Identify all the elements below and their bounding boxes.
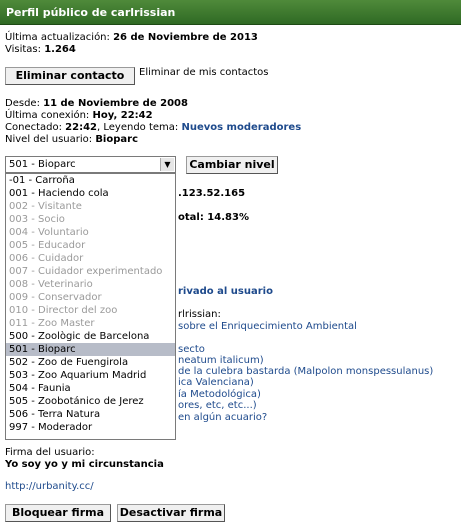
level-option[interactable]: 502 - Zoo de Fuengirola (9, 357, 129, 368)
topic-link-4[interactable]: de la culebra bastarda (Malpolon monspessulanus) (178, 366, 434, 377)
block-signature-button[interactable]: Bloquear firma (5, 504, 111, 522)
reading-label: , Leyendo tema: (97, 122, 182, 133)
reading-topic-link[interactable]: Nuevos moderadores (181, 122, 302, 133)
topic-link-1[interactable]: sobre el Enriquecimiento Ambiental (178, 321, 357, 332)
visits-label: Visitas: (5, 44, 45, 55)
level-option: 008 - Veterinario (9, 279, 93, 290)
level-option[interactable]: 001 - Haciendo cola (9, 188, 109, 199)
last-conn-value: Hoy, 22:42 (92, 110, 153, 121)
topic-link-6[interactable]: ía Metodológica) (178, 389, 261, 400)
topic-link-8[interactable]: en algún acuario? (178, 412, 268, 423)
connected-label: Conectado: (5, 122, 66, 133)
level-option: 009 - Conservador (9, 292, 102, 303)
private-message-link[interactable]: rivado al usuario (178, 286, 273, 297)
ip-address-fragment: .123.52.165 (178, 188, 246, 199)
level-option[interactable]: -01 - Carroña (9, 175, 75, 186)
last-conn-label: Última conexión: (5, 110, 93, 121)
topic-link-7[interactable]: ores, etc, etc...) (178, 400, 257, 411)
last-update-value: 26 de Noviembre de 2013 (113, 32, 258, 43)
visits (5, 44, 76, 56)
change-level-button[interactable]: Cambiar nivel (186, 156, 278, 174)
level-option[interactable]: 503 - Zoo Aquarium Madrid (9, 370, 147, 381)
level-label: Nivel del usuario: (5, 134, 96, 145)
member-since (5, 98, 188, 110)
level-option[interactable]: 506 - Terra Natura (9, 409, 101, 420)
topic-link-5[interactable]: ica Valenciana) (178, 377, 254, 388)
level-value: Bioparc (95, 134, 138, 145)
chevron-down-icon[interactable]: ▼ (160, 158, 174, 171)
last-connection (5, 110, 153, 122)
last-update (5, 32, 258, 44)
signature-text: Yo soy yo y mi circunstancia (5, 459, 164, 470)
level-option[interactable]: 505 - Zoobotánico de Jerez (9, 396, 144, 407)
profile-title: Perfil público de carlrissian (6, 6, 176, 19)
remove-contact-note: Eliminar de mis contactos (139, 67, 269, 78)
connected-value: 22:42 (65, 122, 97, 133)
signature-url-link[interactable]: http://urbanity.cc/ (5, 481, 94, 492)
last-update-label: Última actualización: (5, 32, 114, 43)
profile-title-bar (0, 0, 461, 25)
disable-signature-button[interactable]: Desactivar firma (117, 504, 225, 522)
level-option: 005 - Educador (9, 240, 86, 251)
level-option: 007 - Cuidador experimentado (9, 266, 163, 277)
level-dropdown-list (5, 173, 176, 440)
signature-label: Firma del usuario: (5, 447, 95, 458)
level-option: 002 - Visitante (9, 201, 82, 212)
level-option[interactable]: 504 - Faunia (9, 383, 71, 394)
level-option: 010 - Director del zoo (9, 305, 118, 316)
level-select[interactable] (5, 156, 176, 173)
remove-contact-button[interactable]: Eliminar contacto (5, 67, 135, 85)
level-option: 004 - Voluntario (9, 227, 89, 238)
connected-status (5, 122, 301, 134)
level-option[interactable]: 501 - Bioparc (6, 343, 175, 356)
topics-label: rlrissian: (178, 309, 221, 320)
topic-link-3[interactable]: neatum italicum) (178, 355, 264, 366)
user-level (5, 134, 138, 146)
topic-link-2[interactable]: secto (178, 344, 205, 355)
level-select-value: 501 - Bioparc (9, 159, 76, 170)
level-option: 006 - Cuidador (9, 253, 84, 264)
level-option: 011 - Zoo Master (9, 318, 95, 329)
since-label: Desde: (5, 98, 44, 109)
since-value: 11 de Noviembre de 2008 (43, 98, 188, 109)
level-option: 003 - Socio (9, 214, 65, 225)
visits-value: 1.264 (44, 44, 76, 55)
level-option[interactable]: 997 - Moderador (9, 422, 93, 433)
level-option[interactable]: 500 - Zoològic de Barcelona (9, 331, 150, 342)
percent-fragment: otal: 14.83% (178, 212, 249, 223)
